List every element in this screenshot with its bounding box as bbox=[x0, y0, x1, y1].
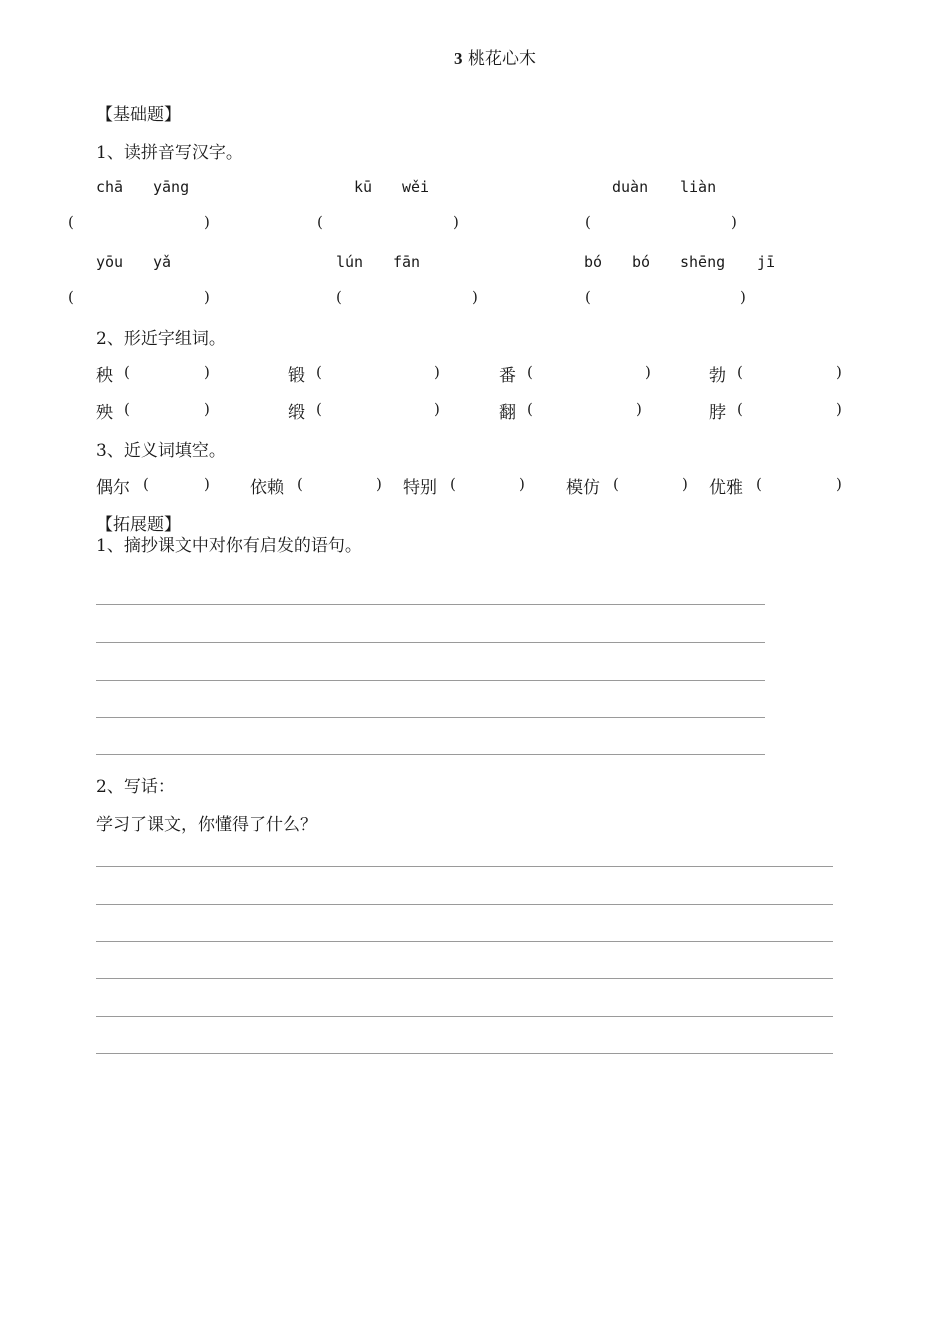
extend-q2-prompt: 2、写话： bbox=[96, 777, 175, 797]
pinyin: kū bbox=[354, 178, 373, 196]
q3-prompt: 3、近义词填空。 bbox=[96, 441, 226, 461]
pinyin: wěi bbox=[402, 178, 430, 196]
answer-paren-open: ( bbox=[527, 363, 533, 381]
writing-line[interactable] bbox=[96, 754, 765, 755]
writing-line[interactable] bbox=[96, 978, 833, 979]
writing-line[interactable] bbox=[96, 941, 833, 942]
synonym-word: 模仿 bbox=[566, 478, 600, 498]
answer-paren-close: ) bbox=[836, 400, 842, 418]
writing-line[interactable] bbox=[96, 904, 833, 905]
writing-line[interactable] bbox=[96, 1053, 833, 1054]
q2-prompt: 2、形近字组词。 bbox=[96, 329, 226, 349]
pinyin: bó bbox=[584, 253, 603, 271]
answer-paren-open: ( bbox=[756, 475, 762, 493]
answer-paren-open: ( bbox=[317, 213, 323, 231]
similar-char: 缎 bbox=[288, 403, 305, 423]
similar-char: 秧 bbox=[96, 366, 113, 386]
extend-q2-subprompt: 学习了课文，你懂得了什么？ bbox=[96, 815, 317, 835]
similar-char: 番 bbox=[499, 366, 516, 386]
writing-line[interactable] bbox=[96, 642, 765, 643]
answer-paren-close: ) bbox=[204, 475, 210, 493]
pinyin: lún bbox=[336, 253, 364, 271]
writing-line[interactable] bbox=[96, 680, 765, 681]
answer-paren-open: ( bbox=[585, 213, 591, 231]
pinyin: yǎ bbox=[153, 253, 172, 271]
pinyin: jī bbox=[757, 253, 776, 271]
page-title bbox=[0, 44, 950, 69]
answer-paren-open: ( bbox=[450, 475, 456, 493]
extend-q1-prompt: 1、摘抄课文中对你有启发的语句。 bbox=[96, 536, 362, 556]
answer-paren-close: ) bbox=[519, 475, 525, 493]
answer-paren-open: ( bbox=[737, 400, 743, 418]
answer-paren-open: ( bbox=[316, 363, 322, 381]
pinyin: chā bbox=[96, 178, 124, 196]
writing-line[interactable] bbox=[96, 1016, 833, 1017]
pinyin: yāng bbox=[153, 178, 190, 196]
writing-line[interactable] bbox=[96, 866, 833, 867]
answer-paren-open: ( bbox=[527, 400, 533, 418]
q1-prompt: 1、读拼音写汉字。 bbox=[96, 143, 243, 163]
pinyin: yōu bbox=[96, 253, 124, 271]
answer-paren-close: ) bbox=[682, 475, 688, 493]
similar-char: 勃 bbox=[709, 366, 726, 386]
answer-paren-close: ) bbox=[740, 288, 746, 306]
answer-paren-close: ) bbox=[376, 475, 382, 493]
lesson-number: 3 bbox=[454, 49, 463, 68]
answer-paren-open: ( bbox=[316, 400, 322, 418]
answer-paren-close: ) bbox=[434, 400, 440, 418]
section-extend: 【拓展题】 bbox=[96, 515, 181, 535]
pinyin: bó bbox=[632, 253, 651, 271]
answer-paren-close: ) bbox=[836, 475, 842, 493]
answer-paren-open: ( bbox=[585, 288, 591, 306]
similar-char: 脖 bbox=[709, 403, 726, 423]
answer-paren-close: ) bbox=[204, 400, 210, 418]
answer-paren-open: ( bbox=[143, 475, 149, 493]
answer-paren-close: ) bbox=[472, 288, 478, 306]
pinyin: shēng bbox=[680, 253, 726, 271]
answer-paren-open: ( bbox=[68, 288, 74, 306]
answer-paren-close: ) bbox=[731, 213, 737, 231]
synonym-word: 依赖 bbox=[250, 478, 284, 498]
answer-paren-close: ) bbox=[645, 363, 651, 381]
synonym-word: 偶尔 bbox=[96, 478, 130, 498]
lesson-title: 桃花心木 bbox=[467, 49, 536, 69]
answer-paren-open: ( bbox=[336, 288, 342, 306]
synonym-word: 特别 bbox=[403, 478, 437, 498]
similar-char: 殃 bbox=[96, 403, 113, 423]
answer-paren-close: ) bbox=[204, 363, 210, 381]
answer-paren-open: ( bbox=[613, 475, 619, 493]
answer-paren-open: ( bbox=[124, 363, 130, 381]
answer-paren-open: ( bbox=[68, 213, 74, 231]
writing-line[interactable] bbox=[96, 717, 765, 718]
answer-paren-open: ( bbox=[737, 363, 743, 381]
similar-char: 锻 bbox=[288, 366, 305, 386]
answer-paren-close: ) bbox=[836, 363, 842, 381]
answer-paren-close: ) bbox=[204, 213, 210, 231]
pinyin: liàn bbox=[680, 178, 717, 196]
answer-paren-open: ( bbox=[124, 400, 130, 418]
answer-paren-open: ( bbox=[297, 475, 303, 493]
writing-line[interactable] bbox=[96, 604, 765, 605]
pinyin: fān bbox=[393, 253, 421, 271]
similar-char: 翻 bbox=[499, 403, 516, 423]
answer-paren-close: ) bbox=[204, 288, 210, 306]
answer-paren-close: ) bbox=[434, 363, 440, 381]
pinyin: duàn bbox=[612, 178, 649, 196]
section-basic: 【基础题】 bbox=[96, 105, 181, 125]
answer-paren-close: ) bbox=[636, 400, 642, 418]
answer-paren-close: ) bbox=[453, 213, 459, 231]
synonym-word: 优雅 bbox=[709, 478, 743, 498]
